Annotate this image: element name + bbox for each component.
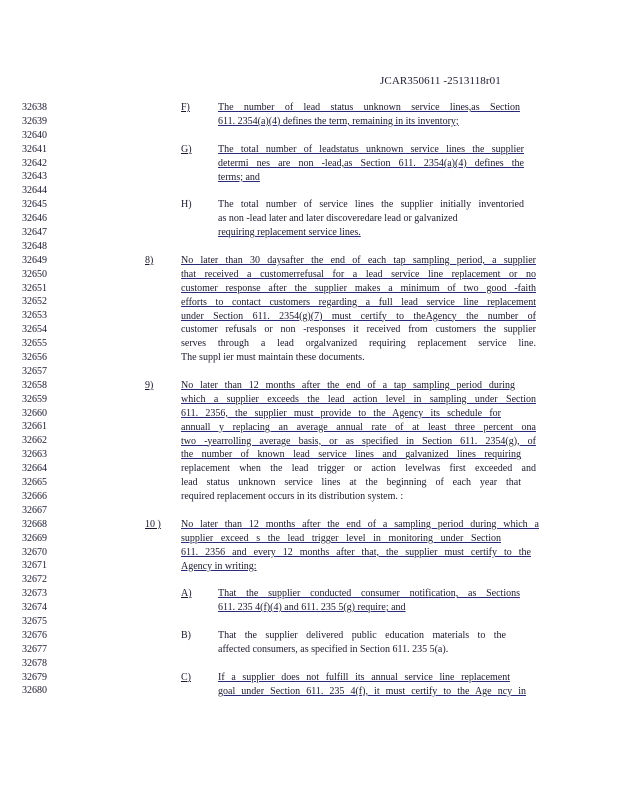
line-number: 32669 — [22, 532, 47, 544]
text-line: requiring replacement service lines. — [218, 226, 361, 238]
line-number: 32654 — [22, 324, 47, 336]
item-b-text — [218, 629, 506, 657]
line-number: 32668 — [22, 518, 47, 530]
text-line: supplier exceed s the lead trigger level in monitoring under Section — [181, 532, 501, 544]
line-number: 32652 — [22, 296, 47, 308]
line-number: 32643 — [22, 171, 47, 183]
line-number: 32674 — [22, 602, 47, 614]
text-line: 611. 235 4(f)(4) and 611. 235 5(g) require; and — [218, 601, 406, 613]
item-c-text — [218, 671, 526, 699]
line-number: 32657 — [22, 365, 47, 377]
paragraph-10-label: 10 ) — [145, 519, 161, 530]
text-line: terms; and — [218, 171, 260, 183]
text-line: the number of known lead service lines and galvanized lines requiring — [181, 449, 521, 461]
text-line: which a supplier exceeds the lead action level in sampling under Section — [181, 393, 536, 405]
paragraph-8-text — [181, 254, 536, 365]
text-line: serves through a lead orgalvanized requiring replacement service line. — [181, 338, 536, 350]
line-number: 32651 — [22, 282, 47, 294]
item-g-label: G) — [181, 144, 192, 155]
line-number: 32656 — [22, 352, 47, 364]
line-number: 32670 — [22, 546, 47, 558]
line-number: 32666 — [22, 490, 47, 502]
line-number: 32650 — [22, 268, 47, 280]
line-number: 32641 — [22, 143, 47, 155]
paragraph-10-text — [181, 518, 539, 574]
text-line: 611. 2354(a)(4) defines the term, remaining in its inventory; — [218, 115, 459, 127]
line-number: 32665 — [22, 477, 47, 489]
line-number: 32658 — [22, 379, 47, 391]
line-number: 32653 — [22, 310, 47, 322]
text-line: affected consumers, as specified in Section 611. 235 5(a). — [218, 643, 449, 655]
text-line: 611. 2356, the supplier must provide to the Agency its schedule for — [181, 407, 501, 419]
item-f-text — [218, 101, 520, 129]
line-number: 32673 — [22, 588, 47, 600]
text-line: efforts to contact customers regarding a full lead service line replacement — [181, 296, 536, 308]
text-line: If a supplier does not fulfill its annual service line replacement — [218, 672, 510, 683]
line-number: 32647 — [22, 227, 47, 239]
text-line: required replacement occurs in its distribution system. : — [181, 491, 404, 503]
text-line: That the supplier conducted consumer notification, as Sections — [218, 588, 520, 599]
line-number: 32675 — [22, 615, 47, 627]
line-number: 32645 — [22, 199, 47, 211]
line-number: 32639 — [22, 115, 47, 127]
item-a-label: A) — [181, 588, 192, 599]
line-number: 32678 — [22, 657, 47, 669]
line-number-column — [22, 101, 47, 698]
text-line: that received a customerrefusal for a lead service line replacement or no — [181, 268, 536, 280]
text-line: lead status unknown service lines at the beginning of each year that — [181, 477, 521, 489]
text-line: replacement when the lead trigger or action levelwas first exceeded and — [181, 463, 536, 475]
paragraph-9-text — [181, 379, 536, 504]
line-number: 32671 — [22, 560, 47, 572]
line-number: 32644 — [22, 185, 47, 197]
line-number: 32655 — [22, 338, 47, 350]
line-number: 32660 — [22, 407, 47, 419]
text-line: as non -lead later and later discoveredare lead or galvanized — [218, 212, 458, 224]
text-line: That the supplier delivered public education materials to the — [218, 630, 506, 641]
item-h-label: H) — [181, 199, 192, 210]
document-header-id: JCAR350611 -2513118r01 — [380, 75, 501, 87]
text-line: The number of lead status unknown service lines,as Section — [218, 102, 520, 113]
line-number: 32664 — [22, 463, 47, 475]
line-number: 32677 — [22, 643, 47, 655]
text-line: 611. 2356 and every 12 months after that, the supplier must certify to the — [181, 546, 531, 558]
item-h-text — [218, 198, 524, 240]
line-number: 32646 — [22, 213, 47, 225]
line-number: 32679 — [22, 671, 47, 683]
line-number: 32680 — [22, 685, 47, 697]
line-number: 32661 — [22, 421, 47, 433]
line-number: 32648 — [22, 240, 47, 252]
text-line: two -yearrolling average basis, or as specified in Section 611. 2354(g), of — [181, 435, 536, 447]
line-number: 32676 — [22, 629, 47, 641]
item-f-label: F) — [181, 102, 190, 113]
line-number: 32667 — [22, 504, 47, 516]
text-line: The total number of service lines the supplier initially inventoried — [218, 199, 524, 210]
text-line: customer refusals or non -responses it received from customers the supplier — [181, 324, 536, 336]
text-line: under Section 611. 2354(g)(7) must certify to theAgency the number of — [181, 310, 536, 322]
line-number: 32649 — [22, 254, 47, 266]
line-number: 32662 — [22, 435, 47, 447]
paragraph-8-label: 8) — [145, 255, 154, 266]
line-number: 32640 — [22, 129, 47, 141]
text-line: The total number of leadstatus unknown service lines the supplier — [218, 144, 524, 155]
line-number: 32638 — [22, 102, 47, 113]
line-number: 32672 — [22, 574, 47, 586]
item-c-label: C) — [181, 672, 191, 683]
text-line: annuall y replacing an average annual rate of at least three percent ona — [181, 421, 536, 433]
line-number: 32642 — [22, 157, 47, 169]
text-line: customer response after the supplier makes a minimum of two good -faith — [181, 282, 536, 294]
line-number: 32659 — [22, 393, 47, 405]
text-line: Agency in writing: — [181, 560, 257, 572]
text-line: determi nes are non -lead,as Section 611. 2354(a)(4) defines the — [218, 157, 524, 169]
line-number: 32663 — [22, 449, 47, 461]
item-g-text — [218, 143, 524, 185]
item-a-text — [218, 587, 520, 615]
text-line: No later than 12 months after the end of a sampling period during which a — [181, 519, 539, 530]
text-line: No later than 12 months after the end of a tap sampling period during — [181, 380, 515, 391]
text-line: goal under Section 611. 235 4(f), it must certify to the Age ncy in — [218, 685, 526, 697]
item-b-label: B) — [181, 630, 191, 641]
text-line: No later than 30 daysafter the end of each tap sampling period, a supplier — [181, 255, 536, 266]
paragraph-9-label: 9) — [145, 380, 154, 391]
text-line: The suppl ier must maintain these documents. — [181, 352, 365, 364]
